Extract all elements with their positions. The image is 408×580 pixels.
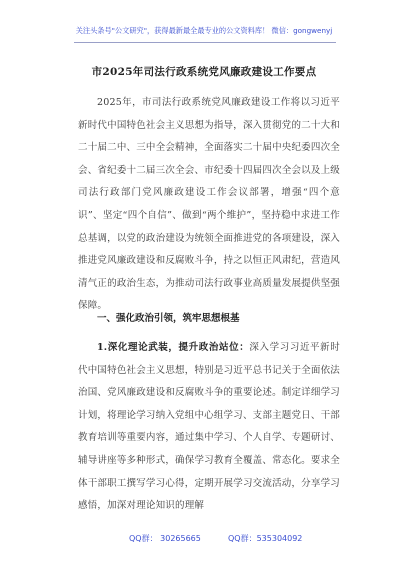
footer-qq-group-1: QQ群： 30265665 xyxy=(129,534,201,543)
intro-paragraph: 2025年，市司法行政系统党风廉政建设工作将以习近平新时代中国特色社会主义思想为指导，深入贯彻党的二十大和二十届二中、三中全会精神，全面落实二十届中央纪委四次全会、省纪委十二届三次全会、市纪委十四届四次全会以及上级司法行政部门党风廉政建设工作会议部署，增强“四个意识”、坚定“四个自信”、做到“两个维护”，坚持稳中求进工作总基调，以党的政治建设为统领全面推进党的各项建设，深入推进党风廉政建设和反腐败斗争，持之以恒正风肃纪，营造风清气正的政治生态，为推动司法行政事业高质量发展提供坚强保障。 xyxy=(78,97,340,312)
document-title: 市2025年司法行政系统党风廉政建设工作要点 xyxy=(91,66,317,78)
item-paragraph xyxy=(78,337,340,518)
item-lead: 1.深化理论武装，提升政治站位： xyxy=(97,342,250,353)
item-text: 深入学习习近平新时代中国特色社会主义思想，特别是习近平总书记关于全面依法治国、党风廉政建设和反腐败斗争的重要论述。制定详细学习计划，将理论学习纳入党组中心组学习、支部主题党日、干部教育培训等重要内容，通过集中学习、个人自学、专题研讨、辅导讲座等多种形式，确保学习教育全覆盖、常态化。要求全体干部职工撰写学习心得，定期开展学习交流活动，分享学习感悟，加深对理论知识的理解 xyxy=(78,342,340,512)
footer-contacts xyxy=(0,529,408,549)
footer-qq-group-2: QQ群：535304092 xyxy=(228,534,303,543)
header-divider xyxy=(74,42,336,43)
section-heading: 一、强化政治引领，筑牢思想根基 xyxy=(97,313,240,324)
header-notice: 关注头条号"公文研究"，获得最新最全最专业的公文资料库！ 微信：gongwenyj xyxy=(75,26,333,35)
